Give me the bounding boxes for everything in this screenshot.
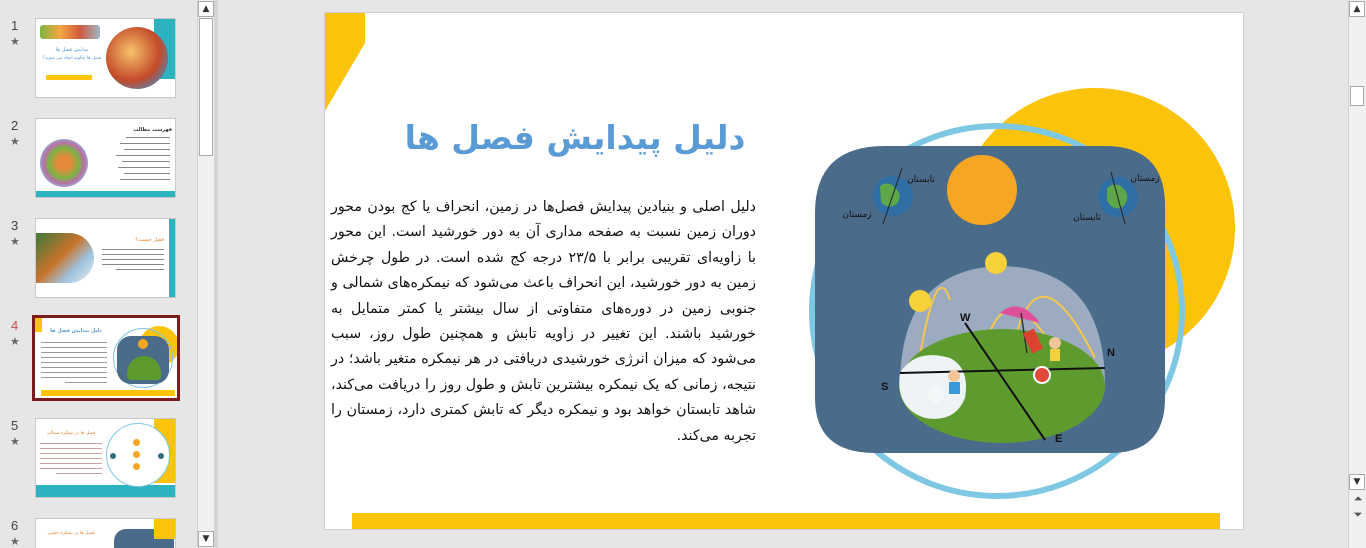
scrollbar-thumb[interactable]	[199, 18, 213, 156]
thumbnail-preview	[35, 218, 176, 298]
thumbnail-preview	[35, 18, 176, 98]
snowball-icon	[928, 387, 944, 403]
thumbnail-title: فصل ها در نیمکره جنوبی	[47, 531, 95, 536]
label-right-top: زمستان	[1130, 174, 1160, 184]
thumbnail-slide-4[interactable]	[0, 318, 197, 402]
thumbnail-preview	[35, 418, 176, 498]
compass-west: W	[960, 312, 971, 324]
small-sun-icon	[909, 290, 931, 312]
thumbnail-title: دلیل پیدایش فصل ها	[50, 328, 102, 334]
label-right-bottom: تابستان	[1073, 213, 1101, 223]
thumbnail-title: فهرست مطالب	[133, 127, 172, 133]
slide-editing-area	[218, 0, 1348, 548]
thumbnail-preview	[35, 518, 176, 548]
transition-star-icon: ★	[10, 535, 20, 548]
thumbnail-number: 3	[11, 218, 19, 233]
corner-decoration	[325, 13, 365, 111]
thumbnail-number: 1	[11, 18, 19, 33]
seasons-diagram[interactable]	[765, 68, 1244, 513]
child-summer-icon	[1049, 337, 1061, 349]
thumbnail-number: 4	[11, 318, 19, 333]
thumbnail-number: 6	[11, 518, 19, 533]
scroll-up-button[interactable]: ▲	[198, 1, 214, 17]
thumbnail-title: پیدایش فصل ها	[55, 47, 89, 53]
scrollbar-thumb[interactable]	[1350, 86, 1364, 106]
transition-star-icon: ★	[10, 235, 20, 248]
thumbnail-slide-5[interactable]	[0, 418, 197, 502]
child-winter-icon	[948, 370, 960, 382]
thumbnail-slide-6[interactable]	[0, 518, 197, 548]
thumbnails-scrollbar[interactable]	[197, 0, 214, 548]
thumbnail-number: 2	[11, 118, 19, 133]
slide-thumbnails-pane[interactable]	[0, 0, 197, 548]
thumbnail-slide-3[interactable]	[0, 218, 197, 302]
small-sun-icon	[985, 252, 1007, 274]
previous-slide-button[interactable]: ⏶	[1353, 492, 1363, 505]
thumbnail-number: 5	[11, 418, 19, 433]
slide-title[interactable]: دلیل پیدایش فصل ها	[404, 118, 746, 157]
label-left-bottom: زمستان	[842, 210, 872, 220]
compass-south: S	[881, 381, 889, 393]
beach-ball-icon	[1034, 367, 1050, 383]
slide-canvas[interactable]	[324, 12, 1244, 530]
label-left-top: تابستان	[907, 175, 935, 185]
scroll-down-button[interactable]: ▼	[198, 531, 214, 547]
next-slide-button[interactable]: ⏷	[1353, 508, 1363, 521]
thumbnail-title: فصل ها در نیمکره شمالی	[46, 431, 96, 436]
thumbnail-preview	[35, 118, 176, 198]
thumbnail-slide-2[interactable]	[0, 118, 197, 202]
thumbnail-title: فصل چیست؟	[135, 237, 164, 243]
scroll-down-button[interactable]: ▼	[1349, 474, 1365, 490]
thumbnail-subtitle: فصل ها چگونه ایجاد می شوند؟	[42, 56, 102, 61]
transition-star-icon: ★	[10, 335, 20, 348]
thumbnail-preview	[32, 315, 180, 401]
transition-star-icon: ★	[10, 435, 20, 448]
bottom-accent-bar	[352, 513, 1220, 530]
compass-north: N	[1107, 347, 1115, 359]
transition-star-icon: ★	[10, 35, 20, 48]
compass-east: E	[1055, 433, 1063, 445]
thumbnail-slide-1[interactable]	[0, 18, 197, 102]
transition-star-icon: ★	[10, 135, 20, 148]
slide-body-text[interactable]: دلیل اصلی و بنیادین پیدایش فصل‌ها در زمین، انحراف یا کج بودن محور دوران زمین نسبت به صفحه مداری آن به دور خورشید است. این محور با زاویه‌ای تقریبی برابر با ۲۳/۵ درجه کج شده است. در طول چرخش زمین به دور خورشید، این انحراف باعث می‌شود که نیمکره‌های شمالی و جنوبی زمین در دوره‌های متفاوتی از سال بیشتر یا کمتر متمایل به خورشید باشند. این تغییر در زاویه تابش و همچنین طول روز، سبب می‌شود که میزان انرژی خورشیدی دریافتی در هر نیمکره متغیر باشد؛ در نتیجه، زمانی که یک نیمکره بیشترین تابش و طول روز را دریافت می‌کند، شاهد تابستان خواهد بود و نیمکره دیگر که تابش کمتری دارد، زمستان را تجربه می‌کند.	[331, 199, 756, 444]
scroll-up-button[interactable]: ▲	[1349, 1, 1365, 17]
sun-icon	[947, 155, 1017, 225]
slide-scrollbar[interactable]	[1348, 0, 1366, 548]
